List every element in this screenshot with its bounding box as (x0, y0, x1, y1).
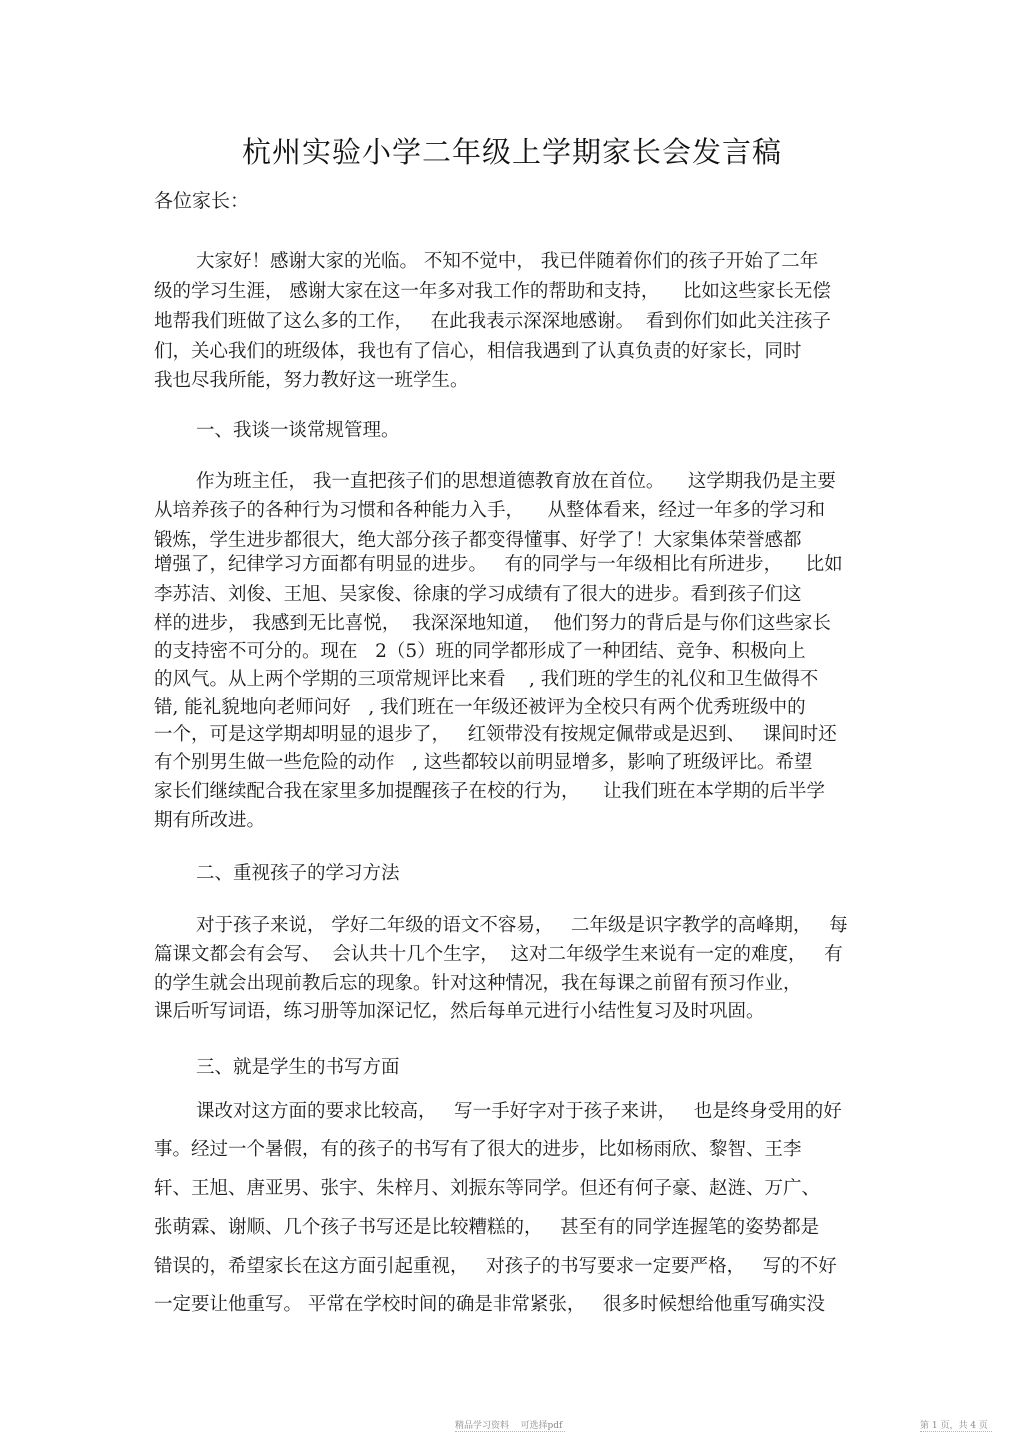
paragraph-line: 地帮我们班做了这么多的工作， 在此我表示深深地感谢。 看到你们如此关注孩子 (154, 311, 831, 332)
paragraph-line: 期有所改进。 (154, 810, 266, 831)
paragraph-line: 课改对这方面的要求比较高， 写一手好字对于孩子来讲， 也是终身受用的好 (196, 1101, 842, 1122)
paragraph-line: 一个，可是这学期却明显的退步了， 红领带没有按规定佩带或是迟到、 课间时还 (154, 724, 837, 745)
paragraph-line: 轩、王旭、唐亚男、张宇、朱梓月、刘振东等同学。但还有何子豪、赵涟、万广、 (154, 1178, 821, 1199)
paragraph-line: 样的进步， 我感到无比喜悦， 我深深地知道， 他们努力的背后是与你们这些家长 (154, 613, 831, 634)
paragraph-line: 我也尽我所能，努力教好这一班学生。 (154, 370, 469, 391)
footer-dotted-rule (920, 1431, 992, 1433)
paragraph-line: 一定要让他重写。 平常在学校时间的确是非常紧张， 很多时候想给他重写确实没 (154, 1294, 826, 1315)
paragraph-line: 有个别男生做一些危险的动作 , 这些都较以前明显增多，影响了班级评比。希望 (154, 752, 813, 773)
paragraph-line: 们，关心我们的班级体，我也有了信心，相信我遇到了认真负责的好家长，同时 (154, 341, 802, 362)
paragraph-line: 锻炼，学生进步都很大，绝大部分孩子都变得懂事、好学了！大家集体荣誉感都 (154, 530, 802, 551)
section-heading-2: 二、重视孩子的学习方法 (196, 863, 400, 884)
page-indicator: 第 1 页，共 4 页 (920, 1421, 988, 1431)
paragraph-line: 张萌霖、谢顺、几个孩子书写还是比较糟糕的， 甚至有的同学连握笔的姿势都是 (154, 1217, 820, 1238)
paragraph-line: 篇课文都会有会写、 会认共十几个生字， 这对二年级学生来说有一定的难度， 有 (154, 944, 843, 965)
paragraph-line: 大家好！感谢大家的光临。 不知不觉中， 我已伴随着你们的孩子开始了二年 (196, 251, 819, 272)
footer-watermark: 精品学习资料 可选择pdf (455, 1421, 563, 1431)
footer-dotted-rule (455, 1431, 565, 1433)
paragraph-line: 对于孩子来说， 学好二年级的语文不容易， 二年级是识字教学的高峰期， 每 (196, 915, 848, 936)
paragraph-line: 错误的，希望家长在这方面引起重视， 对孩子的书写要求一定要严格， 写的不好 (154, 1256, 837, 1277)
paragraph-line: 家长们继续配合我在家里多加提醒孩子在校的行为， 让我们班在本学期的后半学 (154, 781, 826, 802)
section-heading-3: 三、就是学生的书写方面 (196, 1057, 400, 1078)
paragraph-line: 的学生就会出现前教后忘的现象。针对这种情况，我在每课之前留有预习作业， (154, 973, 802, 994)
paragraph-line: 级的学习生涯， 感谢大家在这一年多对我工作的帮助和支持， 比如这些家长无偿 (154, 281, 831, 302)
paragraph-line: 李苏洁、刘俊、王旭、吴家俊、徐康的学习成绩有了很大的进步。看到孩子们这 (154, 584, 802, 605)
paragraph-line: 课后听写词语，练习册等加深记忆，然后每单元进行小结性复习及时巩固。 (154, 1001, 765, 1022)
paragraph-line: 的风气。从上两个学期的三项常规评比来看 , 我们班的学生的礼仪和卫生做得不 (154, 669, 819, 690)
document-title: 杭州实验小学二年级上学期家长会发言稿 (241, 135, 782, 169)
paragraph-line: 增强了，纪律学习方面都有明显的进步。 有的同学与一年级相比有所进步， 比如 (154, 554, 843, 575)
paragraph-line: 作为班主任， 我一直把孩子们的思想道德教育放在首位。 这学期我仍是主要 (196, 471, 836, 492)
paragraph-line: 从培养孩子的各种行为习惯和各种能力入手， 从整体看来，经过一年多的学习和 (154, 500, 826, 521)
paragraph-line: 的支持密不可分的。现在 2（5）班的同学都形成了一种团结、竞争、积极向上 (154, 641, 806, 662)
paragraph-line: 事。经过一个暑假，有的孩子的书写有了很大的进步，比如杨雨欣、黎智、王李 (154, 1139, 802, 1160)
section-heading-1: 一、我谈一谈常规管理。 (196, 420, 400, 441)
greeting: 各位家长： (154, 190, 250, 212)
paragraph-line: 错, 能礼貌地向老师问好 , 我们班在一年级还被评为全校只有两个优秀班级中的 (154, 697, 806, 718)
